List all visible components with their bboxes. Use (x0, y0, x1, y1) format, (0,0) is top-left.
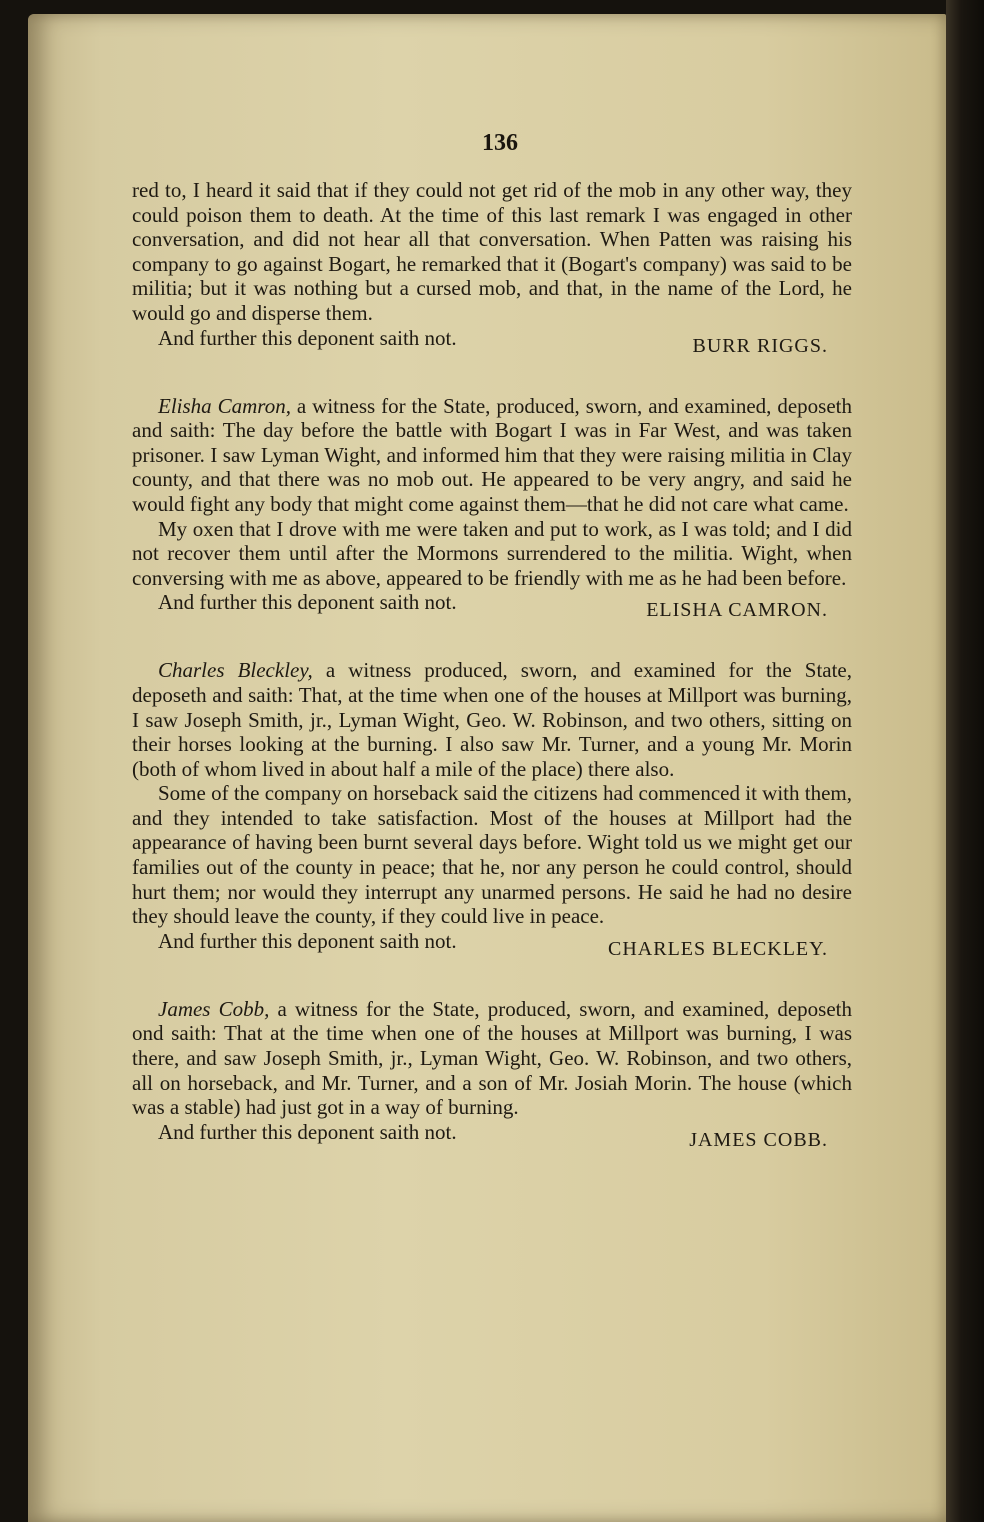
closing-formula: And further this deponent saith not. (158, 1119, 457, 1144)
closing-formula: And further this deponent saith not. (158, 928, 457, 953)
paragraph: red to, I heard it said that if they could not get rid of the mob in any other way, they could poison them to death. At the time of this last remark I was engaged in other conversation, and did not hear all that conversation. When Patten was raising his company to go against Bogart, he remarked that it (Bogart's company) was said to be militia; but it was nothing but a cursed mob, and that, in the name of the Lord, he would go and disperse them. (132, 178, 852, 325)
signature: ELISHA CAMRON. (646, 599, 828, 622)
page-number: 136 (482, 130, 518, 156)
testimony-charles-bleckley (132, 658, 852, 959)
closing-formula: And further this deponent saith not. (158, 590, 457, 615)
page-edge (946, 0, 984, 1522)
witness-name: James Cobb, (158, 996, 270, 1021)
signature: JAMES COBB. (689, 1128, 828, 1151)
page-text (132, 178, 852, 1150)
paragraph: a witness for the State, produced, sworn, and examined, deposeth ond saith: That at the time when one of the houses at Millport was burning, I was there, and saw Joseph Smith, jr., Lyman Wight, Geo. W. Robinson, and two others, all on horseback, and Mr. Turner, and a son of Mr. Josiah Morin. The house (which was a stable) had just got in a way of burning. (132, 996, 852, 1120)
testimony-burr-riggs (132, 178, 852, 356)
signature: BURR RIGGS. (692, 334, 828, 357)
intro-paragraph (132, 997, 852, 1120)
intro-paragraph (132, 658, 852, 781)
closing-formula: And further this deponent saith not. (158, 325, 457, 350)
paragraph: a witness for the State, produced, sworn, and examined, deposeth and saith: The day before the battle with Bogart I was in Far West, and was taken prisoner. I saw Lyman Wight, and informed him that they were raising militia in Clay county, and that there was no mob out. He appeared to be very angry, and said he would fight any body that might come against them—that he did not care what came. (132, 393, 852, 516)
paragraph: My oxen that I drove with me were taken and put to work, as I was told; and I did not recover them until after the Mormons surrendered to the militia. Wight, when conversing with me as above, appeared to be friendly with me as he had been before. (132, 516, 852, 590)
testimony-elisha-camron (132, 394, 852, 621)
witness-name: Elisha Camron, (158, 393, 291, 418)
testimony-james-cobb (132, 997, 852, 1150)
intro-paragraph (132, 394, 852, 517)
signature: CHARLES BLECKLEY. (608, 937, 828, 960)
paragraph: Some of the company on horseback said the citizens had commenced it with them, and they intended to take satisfaction. Most of the houses at Millport had the appearance of having been burnt several days before. Wight told us we might get our families out of the county in peace; that he, nor any person he could control, should hurt them; nor would they interrupt any unarmed persons. He said he had no desire they should leave the county, if they could live in peace. (132, 781, 852, 929)
paragraph: a witness produced, sworn, and examined for the State, deposeth and saith: That, at the time when one of the houses at Millport was burning, I saw Joseph Smith, jr., Lyman Wight, Geo. W. Robinson, and two others, sitting on their horses looking at the burning. I also saw Mr. Turner, and a young Mr. Morin (both of whom lived in about half a mile of the place) there also. (132, 658, 853, 781)
witness-name: Charles Bleckley, (158, 658, 313, 683)
